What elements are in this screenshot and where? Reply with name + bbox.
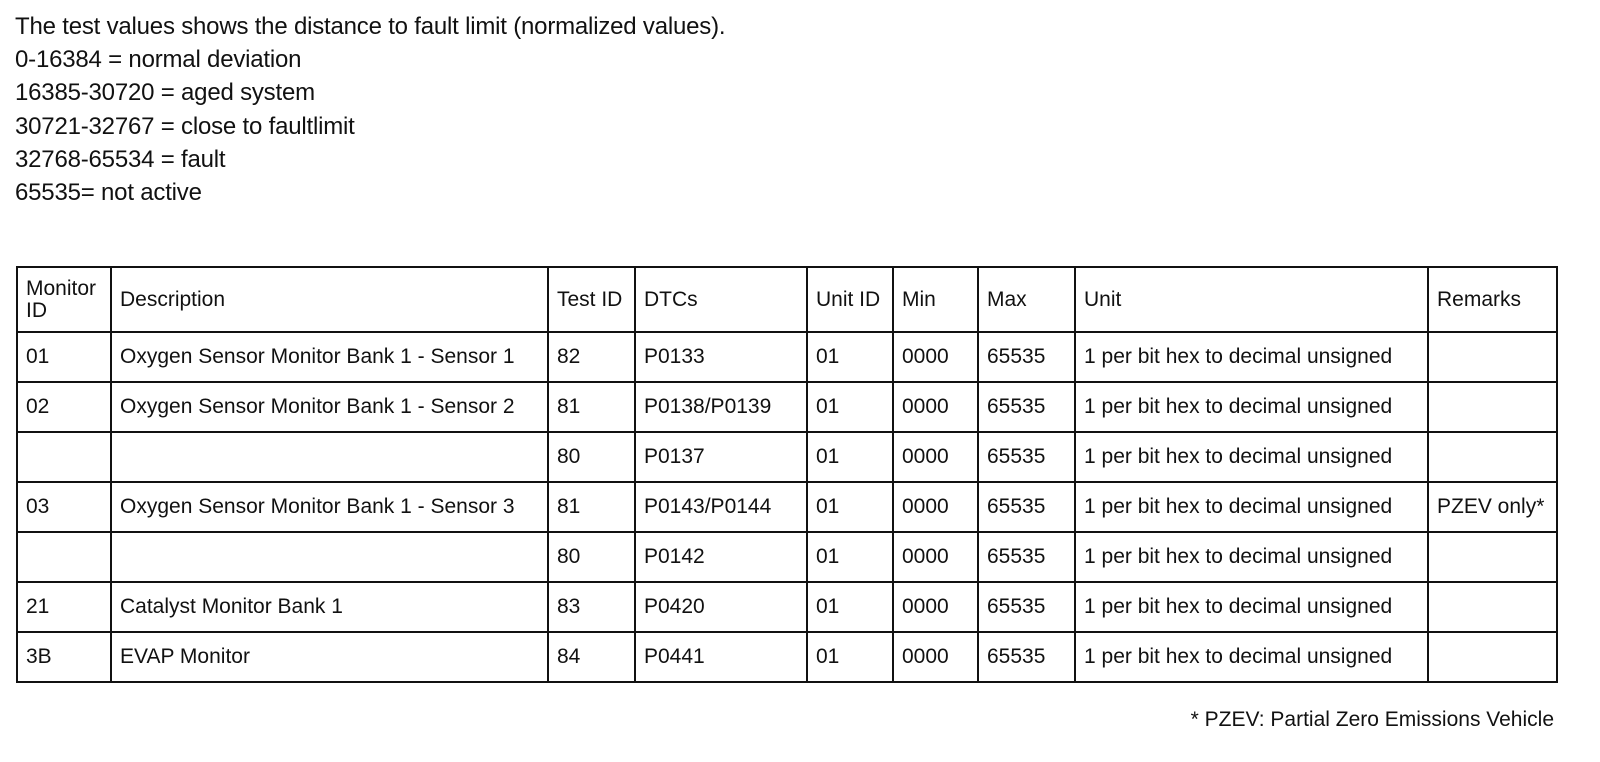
cell-monitor-id: 01 — [17, 332, 111, 382]
cell-unit-id: 01 — [807, 582, 893, 632]
cell-max: 65535 — [978, 582, 1075, 632]
cell-max: 65535 — [978, 432, 1075, 482]
cell-unit: 1 per bit hex to decimal unsigned — [1075, 532, 1428, 582]
cell-remarks — [1428, 432, 1557, 482]
cell-description: Oxygen Sensor Monitor Bank 1 - Sensor 3 — [111, 482, 548, 532]
cell-unit: 1 per bit hex to decimal unsigned — [1075, 382, 1428, 432]
cell-unit: 1 per bit hex to decimal unsigned — [1075, 632, 1428, 682]
cell-unit-id: 01 — [807, 432, 893, 482]
cell-min: 0000 — [893, 432, 978, 482]
header-test-id: Test ID — [548, 267, 635, 332]
cell-description — [111, 432, 548, 482]
cell-description — [111, 532, 548, 582]
cell-test-id: 80 — [548, 432, 635, 482]
cell-unit: 1 per bit hex to decimal unsigned — [1075, 432, 1428, 482]
cell-remarks: PZEV only* — [1428, 482, 1557, 532]
value-range-not-active: 65535= not active — [15, 179, 202, 207]
cell-unit-id: 01 — [807, 482, 893, 532]
cell-unit: 1 per bit hex to decimal unsigned — [1075, 582, 1428, 632]
cell-test-id: 83 — [548, 582, 635, 632]
cell-min: 0000 — [893, 582, 978, 632]
cell-test-id: 80 — [548, 532, 635, 582]
cell-unit-id: 01 — [807, 332, 893, 382]
cell-dtcs: P0142 — [635, 532, 807, 582]
value-range-fault: 32768-65534 = fault — [15, 145, 226, 173]
cell-remarks — [1428, 332, 1557, 382]
cell-unit-id: 01 — [807, 632, 893, 682]
header-description: Description — [111, 267, 548, 332]
cell-monitor-id: 02 — [17, 382, 111, 432]
header-dtcs: DTCs — [635, 267, 807, 332]
cell-test-id: 81 — [548, 382, 635, 432]
header-unit: Unit — [1075, 267, 1428, 332]
cell-description: Catalyst Monitor Bank 1 — [111, 582, 548, 632]
cell-max: 65535 — [978, 332, 1075, 382]
cell-monitor-id: 3B — [17, 632, 111, 682]
cell-max: 65535 — [978, 482, 1075, 532]
header-min: Min — [893, 267, 978, 332]
header-remarks: Remarks — [1428, 267, 1557, 332]
cell-max: 65535 — [978, 632, 1075, 682]
cell-unit: 1 per bit hex to decimal unsigned — [1075, 332, 1428, 382]
cell-remarks — [1428, 582, 1557, 632]
cell-dtcs: P0143/P0144 — [635, 482, 807, 532]
cell-min: 0000 — [893, 332, 978, 382]
cell-unit-id: 01 — [807, 382, 893, 432]
cell-min: 0000 — [893, 382, 978, 432]
cell-description: Oxygen Sensor Monitor Bank 1 - Sensor 1 — [111, 332, 548, 382]
intro-heading: The test values shows the distance to fault limit (normalized values). — [15, 13, 726, 40]
table-row — [17, 582, 1557, 632]
cell-dtcs: P0420 — [635, 582, 807, 632]
cell-max: 65535 — [978, 532, 1075, 582]
cell-dtcs: P0133 — [635, 332, 807, 382]
cell-monitor-id — [17, 532, 111, 582]
table-row — [17, 482, 1557, 532]
table-row — [17, 532, 1557, 582]
header-max: Max — [978, 267, 1075, 332]
cell-test-id: 84 — [548, 632, 635, 682]
value-range-close-to-fault: 30721-32767 = close to faultlimit — [15, 112, 355, 140]
cell-remarks — [1428, 532, 1557, 582]
cell-remarks — [1428, 632, 1557, 682]
cell-min: 0000 — [893, 532, 978, 582]
value-range-aged: 16385-30720 = aged system — [15, 79, 315, 107]
cell-monitor-id — [17, 432, 111, 482]
cell-dtcs: P0138/P0139 — [635, 382, 807, 432]
table-header-row — [17, 267, 1557, 332]
cell-min: 0000 — [893, 482, 978, 532]
cell-description: EVAP Monitor — [111, 632, 548, 682]
monitor-table — [16, 266, 1558, 683]
cell-monitor-id: 21 — [17, 582, 111, 632]
cell-dtcs: P0441 — [635, 632, 807, 682]
cell-dtcs: P0137 — [635, 432, 807, 482]
header-monitor-id: Monitor ID — [17, 267, 111, 332]
table-row — [17, 432, 1557, 482]
cell-unit: 1 per bit hex to decimal unsigned — [1075, 482, 1428, 532]
footnote-pzev: * PZEV: Partial Zero Emissions Vehicle — [1190, 708, 1554, 731]
header-unit-id: Unit ID — [807, 267, 893, 332]
cell-remarks — [1428, 382, 1557, 432]
cell-monitor-id: 03 — [17, 482, 111, 532]
cell-min: 0000 — [893, 632, 978, 682]
cell-max: 65535 — [978, 382, 1075, 432]
table-row — [17, 632, 1557, 682]
cell-test-id: 81 — [548, 482, 635, 532]
cell-test-id: 82 — [548, 332, 635, 382]
cell-unit-id: 01 — [807, 532, 893, 582]
table-row — [17, 332, 1557, 382]
cell-description: Oxygen Sensor Monitor Bank 1 - Sensor 2 — [111, 382, 548, 432]
table-row — [17, 382, 1557, 432]
value-range-normal: 0-16384 = normal deviation — [15, 46, 302, 74]
intro-text — [15, 10, 725, 209]
